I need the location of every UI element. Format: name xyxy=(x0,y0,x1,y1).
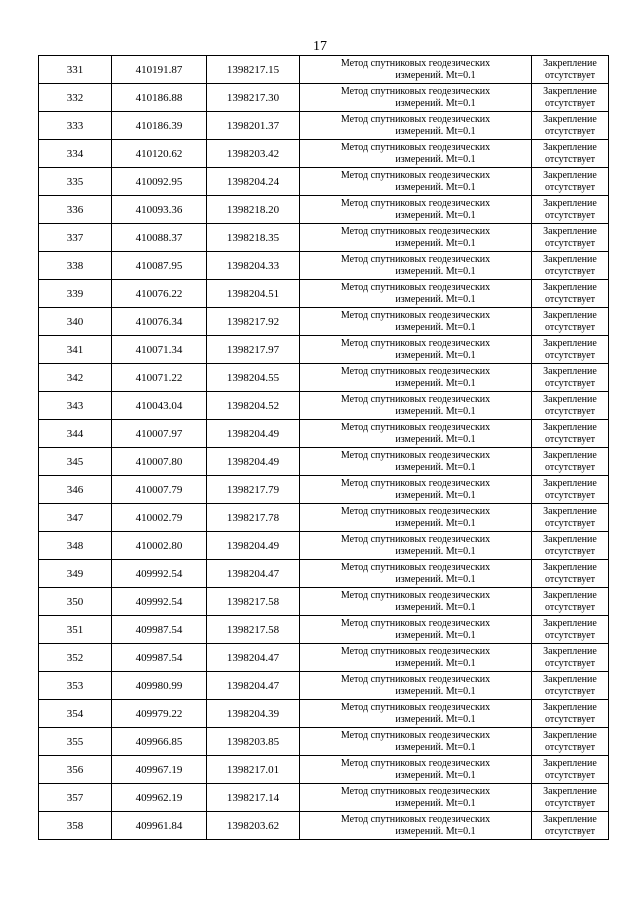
point-number-cell: 334 xyxy=(39,140,112,168)
y-coordinate-cell: 1398204.51 xyxy=(207,280,300,308)
x-coordinate-cell: 410007.79 xyxy=(112,476,207,504)
y-coordinate-cell: 1398204.24 xyxy=(207,168,300,196)
x-coordinate-cell: 410186.88 xyxy=(112,84,207,112)
method-line-2: измерений. Mt=0.1 xyxy=(395,573,476,585)
point-number-cell: 337 xyxy=(39,224,112,252)
y-coordinate-cell: 1398217.78 xyxy=(207,504,300,532)
point-number-cell: 351 xyxy=(39,616,112,644)
table-row xyxy=(39,560,609,588)
table-row xyxy=(39,140,609,168)
fixation-line-2: отсутствует xyxy=(544,293,596,305)
method-line-1: Метод спутниковых геодезических xyxy=(340,253,491,265)
fixation-line-2: отсутствует xyxy=(544,405,596,417)
point-number-cell: 341 xyxy=(39,336,112,364)
fixation-line-1: Закрепление xyxy=(543,617,597,629)
method-cell xyxy=(300,336,532,364)
method-cell xyxy=(300,588,532,616)
fixation-line-2: отсутствует xyxy=(544,825,596,837)
y-coordinate-cell: 1398204.39 xyxy=(207,700,300,728)
fixation-line-1: Закрепление xyxy=(543,757,597,769)
method-line-2: измерений. Mt=0.1 xyxy=(395,713,476,725)
x-coordinate-cell: 410093.36 xyxy=(112,196,207,224)
method-cell xyxy=(300,812,532,840)
fixation-cell xyxy=(532,140,609,168)
table-row xyxy=(39,84,609,112)
y-coordinate-cell: 1398218.20 xyxy=(207,196,300,224)
fixation-line-1: Закрепление xyxy=(543,85,597,97)
fixation-line-1: Закрепление xyxy=(543,477,597,489)
fixation-line-1: Закрепление xyxy=(543,673,597,685)
fixation-line-2: отсутствует xyxy=(544,349,596,361)
method-line-1: Метод спутниковых геодезических xyxy=(340,729,491,741)
method-line-1: Метод спутниковых геодезических xyxy=(340,561,491,573)
method-line-1: Метод спутниковых геодезических xyxy=(340,813,491,825)
page-number: 17 xyxy=(313,39,327,54)
x-coordinate-cell: 410186.39 xyxy=(112,112,207,140)
method-line-2: измерений. Mt=0.1 xyxy=(395,741,476,753)
fixation-line-1: Закрепление xyxy=(543,645,597,657)
fixation-line-1: Закрепление xyxy=(543,701,597,713)
fixation-line-2: отсутствует xyxy=(544,433,596,445)
method-line-2: измерений. Mt=0.1 xyxy=(395,545,476,557)
method-line-1: Метод спутниковых геодезических xyxy=(340,673,491,685)
fixation-line-1: Закрепление xyxy=(543,505,597,517)
fixation-line-1: Закрепление xyxy=(543,365,597,377)
method-cell xyxy=(300,532,532,560)
fixation-cell xyxy=(532,812,609,840)
point-number-cell: 339 xyxy=(39,280,112,308)
fixation-line-1: Закрепление xyxy=(543,197,597,209)
fixation-cell xyxy=(532,560,609,588)
x-coordinate-cell: 410002.80 xyxy=(112,532,207,560)
table-row xyxy=(39,672,609,700)
fixation-line-2: отсутствует xyxy=(544,125,596,137)
fixation-line-2: отсутствует xyxy=(544,657,596,669)
method-line-2: измерений. Mt=0.1 xyxy=(395,97,476,109)
point-number-cell: 340 xyxy=(39,308,112,336)
table-row xyxy=(39,616,609,644)
y-coordinate-cell: 1398203.62 xyxy=(207,812,300,840)
method-line-2: измерений. Mt=0.1 xyxy=(395,181,476,193)
method-line-2: измерений. Mt=0.1 xyxy=(395,657,476,669)
method-line-1: Метод спутниковых геодезических xyxy=(340,449,491,461)
x-coordinate-cell: 409980.99 xyxy=(112,672,207,700)
method-line-2: измерений. Mt=0.1 xyxy=(395,321,476,333)
point-number-cell: 356 xyxy=(39,756,112,784)
y-coordinate-cell: 1398204.49 xyxy=(207,532,300,560)
point-number-cell: 350 xyxy=(39,588,112,616)
method-line-2: измерений. Mt=0.1 xyxy=(395,685,476,697)
method-line-2: измерений. Mt=0.1 xyxy=(395,237,476,249)
fixation-line-2: отсутствует xyxy=(544,713,596,725)
method-line-1: Метод спутниковых геодезических xyxy=(340,477,491,489)
fixation-cell xyxy=(532,784,609,812)
y-coordinate-cell: 1398217.97 xyxy=(207,336,300,364)
table-row xyxy=(39,308,609,336)
fixation-cell xyxy=(532,644,609,672)
method-cell xyxy=(300,84,532,112)
x-coordinate-cell: 410120.62 xyxy=(112,140,207,168)
fixation-line-2: отсутствует xyxy=(544,97,596,109)
table-row xyxy=(39,728,609,756)
fixation-line-2: отсутствует xyxy=(544,69,596,81)
fixation-line-1: Закрепление xyxy=(543,421,597,433)
method-line-1: Метод спутниковых геодезических xyxy=(340,421,491,433)
fixation-line-2: отсутствует xyxy=(544,601,596,613)
method-cell xyxy=(300,308,532,336)
fixation-line-2: отсутствует xyxy=(544,769,596,781)
point-number-cell: 343 xyxy=(39,392,112,420)
method-cell xyxy=(300,420,532,448)
y-coordinate-cell: 1398218.35 xyxy=(207,224,300,252)
method-line-1: Метод спутниковых геодезических xyxy=(340,645,491,657)
fixation-line-2: отсутствует xyxy=(544,685,596,697)
fixation-line-2: отсутствует xyxy=(544,545,596,557)
coordinates-table xyxy=(38,55,609,840)
fixation-cell xyxy=(532,532,609,560)
method-cell xyxy=(300,392,532,420)
x-coordinate-cell: 410007.97 xyxy=(112,420,207,448)
point-number-cell: 353 xyxy=(39,672,112,700)
x-coordinate-cell: 410088.37 xyxy=(112,224,207,252)
method-line-1: Метод спутниковых геодезических xyxy=(340,393,491,405)
method-cell xyxy=(300,364,532,392)
method-line-1: Метод спутниковых геодезических xyxy=(340,85,491,97)
table-row xyxy=(39,224,609,252)
x-coordinate-cell: 410092.95 xyxy=(112,168,207,196)
table-row xyxy=(39,252,609,280)
fixation-line-1: Закрепление xyxy=(543,813,597,825)
fixation-cell xyxy=(532,392,609,420)
point-number-cell: 349 xyxy=(39,560,112,588)
fixation-cell xyxy=(532,728,609,756)
method-line-1: Метод спутниковых геодезических xyxy=(340,589,491,601)
fixation-cell xyxy=(532,448,609,476)
fixation-line-2: отсутствует xyxy=(544,181,596,193)
method-line-2: измерений. Mt=0.1 xyxy=(395,153,476,165)
point-number-cell: 333 xyxy=(39,112,112,140)
y-coordinate-cell: 1398204.52 xyxy=(207,392,300,420)
point-number-cell: 332 xyxy=(39,84,112,112)
point-number-cell: 347 xyxy=(39,504,112,532)
table-row xyxy=(39,56,609,84)
method-cell xyxy=(300,140,532,168)
y-coordinate-cell: 1398204.33 xyxy=(207,252,300,280)
table-row xyxy=(39,784,609,812)
point-number-cell: 357 xyxy=(39,784,112,812)
x-coordinate-cell: 409992.54 xyxy=(112,560,207,588)
method-cell xyxy=(300,616,532,644)
method-line-2: измерений. Mt=0.1 xyxy=(395,629,476,641)
method-cell xyxy=(300,448,532,476)
x-coordinate-cell: 410071.34 xyxy=(112,336,207,364)
y-coordinate-cell: 1398217.14 xyxy=(207,784,300,812)
fixation-line-2: отсутствует xyxy=(544,265,596,277)
method-cell xyxy=(300,560,532,588)
table-row xyxy=(39,756,609,784)
fixation-cell xyxy=(532,224,609,252)
y-coordinate-cell: 1398204.49 xyxy=(207,448,300,476)
x-coordinate-cell: 409962.19 xyxy=(112,784,207,812)
y-coordinate-cell: 1398217.01 xyxy=(207,756,300,784)
fixation-line-1: Закрепление xyxy=(543,253,597,265)
method-line-1: Метод спутниковых геодезических xyxy=(340,757,491,769)
method-cell xyxy=(300,700,532,728)
fixation-cell xyxy=(532,336,609,364)
y-coordinate-cell: 1398217.79 xyxy=(207,476,300,504)
method-line-2: измерений. Mt=0.1 xyxy=(395,405,476,417)
fixation-line-1: Закрепление xyxy=(543,589,597,601)
method-line-2: измерений. Mt=0.1 xyxy=(395,265,476,277)
fixation-line-2: отсутствует xyxy=(544,237,596,249)
fixation-line-1: Закрепление xyxy=(543,337,597,349)
x-coordinate-cell: 410002.79 xyxy=(112,504,207,532)
point-number-cell: 348 xyxy=(39,532,112,560)
x-coordinate-cell: 410076.22 xyxy=(112,280,207,308)
method-cell xyxy=(300,504,532,532)
fixation-line-2: отсутствует xyxy=(544,153,596,165)
point-number-cell: 346 xyxy=(39,476,112,504)
fixation-line-1: Закрепление xyxy=(543,141,597,153)
x-coordinate-cell: 410043.04 xyxy=(112,392,207,420)
method-cell xyxy=(300,728,532,756)
method-line-2: измерений. Mt=0.1 xyxy=(395,293,476,305)
table-row xyxy=(39,196,609,224)
method-line-1: Метод спутниковых геодезических xyxy=(340,701,491,713)
table-row xyxy=(39,280,609,308)
fixation-line-2: отсутствует xyxy=(544,461,596,473)
x-coordinate-cell: 409961.84 xyxy=(112,812,207,840)
method-line-2: измерений. Mt=0.1 xyxy=(395,769,476,781)
point-number-cell: 344 xyxy=(39,420,112,448)
point-number-cell: 342 xyxy=(39,364,112,392)
method-line-1: Метод спутниковых геодезических xyxy=(340,617,491,629)
fixation-cell xyxy=(532,616,609,644)
table-row xyxy=(39,812,609,840)
y-coordinate-cell: 1398217.30 xyxy=(207,84,300,112)
table-row xyxy=(39,364,609,392)
method-line-1: Метод спутниковых геодезических xyxy=(340,309,491,321)
x-coordinate-cell: 410076.34 xyxy=(112,308,207,336)
method-line-2: измерений. Mt=0.1 xyxy=(395,489,476,501)
fixation-line-2: отсутствует xyxy=(544,321,596,333)
y-coordinate-cell: 1398217.92 xyxy=(207,308,300,336)
fixation-line-1: Закрепление xyxy=(543,113,597,125)
fixation-line-2: отсутствует xyxy=(544,517,596,529)
table-row xyxy=(39,532,609,560)
x-coordinate-cell: 409987.54 xyxy=(112,644,207,672)
table-row xyxy=(39,588,609,616)
method-line-1: Метод спутниковых геодезических xyxy=(340,113,491,125)
fixation-cell xyxy=(532,196,609,224)
table-row xyxy=(39,700,609,728)
y-coordinate-cell: 1398204.49 xyxy=(207,420,300,448)
method-line-2: измерений. Mt=0.1 xyxy=(395,433,476,445)
fixation-line-1: Закрепление xyxy=(543,449,597,461)
fixation-line-2: отсутствует xyxy=(544,377,596,389)
method-line-1: Метод спутниковых геодезических xyxy=(340,169,491,181)
y-coordinate-cell: 1398217.58 xyxy=(207,616,300,644)
x-coordinate-cell: 409979.22 xyxy=(112,700,207,728)
fixation-cell xyxy=(532,588,609,616)
point-number-cell: 338 xyxy=(39,252,112,280)
fixation-cell xyxy=(532,504,609,532)
method-cell xyxy=(300,196,532,224)
x-coordinate-cell: 410007.80 xyxy=(112,448,207,476)
fixation-line-2: отсутствует xyxy=(544,573,596,585)
method-cell xyxy=(300,252,532,280)
method-cell xyxy=(300,112,532,140)
method-line-2: измерений. Mt=0.1 xyxy=(395,825,476,837)
fixation-line-1: Закрепление xyxy=(543,225,597,237)
method-cell xyxy=(300,224,532,252)
method-line-2: измерений. Mt=0.1 xyxy=(395,601,476,613)
fixation-cell xyxy=(532,84,609,112)
fixation-line-1: Закрепление xyxy=(543,729,597,741)
fixation-cell xyxy=(532,56,609,84)
method-line-1: Метод спутниковых геодезических xyxy=(340,197,491,209)
method-line-1: Метод спутниковых геодезических xyxy=(340,57,491,69)
table-row xyxy=(39,644,609,672)
y-coordinate-cell: 1398204.47 xyxy=(207,560,300,588)
method-line-1: Метод спутниковых геодезических xyxy=(340,365,491,377)
fixation-line-1: Закрепление xyxy=(543,533,597,545)
fixation-line-2: отсутствует xyxy=(544,797,596,809)
table-row xyxy=(39,112,609,140)
coordinates-table-body xyxy=(39,56,609,840)
x-coordinate-cell: 409992.54 xyxy=(112,588,207,616)
fixation-line-1: Закрепление xyxy=(543,169,597,181)
method-cell xyxy=(300,644,532,672)
fixation-line-1: Закрепление xyxy=(543,281,597,293)
fixation-cell xyxy=(532,308,609,336)
method-line-2: измерений. Mt=0.1 xyxy=(395,209,476,221)
point-number-cell: 358 xyxy=(39,812,112,840)
fixation-cell xyxy=(532,476,609,504)
fixation-cell xyxy=(532,168,609,196)
y-coordinate-cell: 1398203.42 xyxy=(207,140,300,168)
y-coordinate-cell: 1398203.85 xyxy=(207,728,300,756)
fixation-line-2: отсутствует xyxy=(544,209,596,221)
point-number-cell: 345 xyxy=(39,448,112,476)
table-row xyxy=(39,392,609,420)
method-cell xyxy=(300,280,532,308)
fixation-cell xyxy=(532,280,609,308)
point-number-cell: 355 xyxy=(39,728,112,756)
method-line-2: измерений. Mt=0.1 xyxy=(395,377,476,389)
x-coordinate-cell: 409987.54 xyxy=(112,616,207,644)
method-line-1: Метод спутниковых геодезических xyxy=(340,785,491,797)
x-coordinate-cell: 410191.87 xyxy=(112,56,207,84)
method-cell xyxy=(300,672,532,700)
y-coordinate-cell: 1398204.47 xyxy=(207,644,300,672)
x-coordinate-cell: 410071.22 xyxy=(112,364,207,392)
table-row xyxy=(39,504,609,532)
fixation-cell xyxy=(532,756,609,784)
fixation-line-1: Закрепление xyxy=(543,785,597,797)
fixation-cell xyxy=(532,420,609,448)
point-number-cell: 352 xyxy=(39,644,112,672)
fixation-line-1: Закрепление xyxy=(543,393,597,405)
method-line-2: измерений. Mt=0.1 xyxy=(395,461,476,473)
y-coordinate-cell: 1398217.15 xyxy=(207,56,300,84)
method-cell xyxy=(300,756,532,784)
method-line-2: измерений. Mt=0.1 xyxy=(395,349,476,361)
fixation-line-2: отсутствует xyxy=(544,629,596,641)
method-line-1: Метод спутниковых геодезических xyxy=(340,505,491,517)
fixation-line-2: отсутствует xyxy=(544,489,596,501)
fixation-cell xyxy=(532,112,609,140)
fixation-line-1: Закрепление xyxy=(543,309,597,321)
x-coordinate-cell: 410087.95 xyxy=(112,252,207,280)
fixation-cell xyxy=(532,700,609,728)
point-number-cell: 336 xyxy=(39,196,112,224)
point-number-cell: 354 xyxy=(39,700,112,728)
y-coordinate-cell: 1398204.47 xyxy=(207,672,300,700)
x-coordinate-cell: 409967.19 xyxy=(112,756,207,784)
y-coordinate-cell: 1398217.58 xyxy=(207,588,300,616)
method-line-2: измерений. Mt=0.1 xyxy=(395,69,476,81)
x-coordinate-cell: 409966.85 xyxy=(112,728,207,756)
table-row xyxy=(39,476,609,504)
fixation-cell xyxy=(532,252,609,280)
point-number-cell: 335 xyxy=(39,168,112,196)
method-cell xyxy=(300,168,532,196)
fixation-line-1: Закрепление xyxy=(543,561,597,573)
method-line-1: Метод спутниковых геодезических xyxy=(340,337,491,349)
fixation-line-1: Закрепление xyxy=(543,57,597,69)
method-line-2: измерений. Mt=0.1 xyxy=(395,517,476,529)
fixation-cell xyxy=(532,672,609,700)
method-cell xyxy=(300,56,532,84)
method-line-1: Метод спутниковых геодезических xyxy=(340,141,491,153)
y-coordinate-cell: 1398204.55 xyxy=(207,364,300,392)
method-line-2: измерений. Mt=0.1 xyxy=(395,797,476,809)
method-cell xyxy=(300,784,532,812)
table-row xyxy=(39,420,609,448)
fixation-cell xyxy=(532,364,609,392)
table-row xyxy=(39,336,609,364)
method-line-1: Метод спутниковых геодезических xyxy=(340,281,491,293)
point-number-cell: 331 xyxy=(39,56,112,84)
table-row xyxy=(39,448,609,476)
y-coordinate-cell: 1398201.37 xyxy=(207,112,300,140)
method-line-2: измерений. Mt=0.1 xyxy=(395,125,476,137)
method-line-1: Метод спутниковых геодезических xyxy=(340,533,491,545)
method-line-1: Метод спутниковых геодезических xyxy=(340,225,491,237)
method-cell xyxy=(300,476,532,504)
fixation-line-2: отсутствует xyxy=(544,741,596,753)
table-row xyxy=(39,168,609,196)
